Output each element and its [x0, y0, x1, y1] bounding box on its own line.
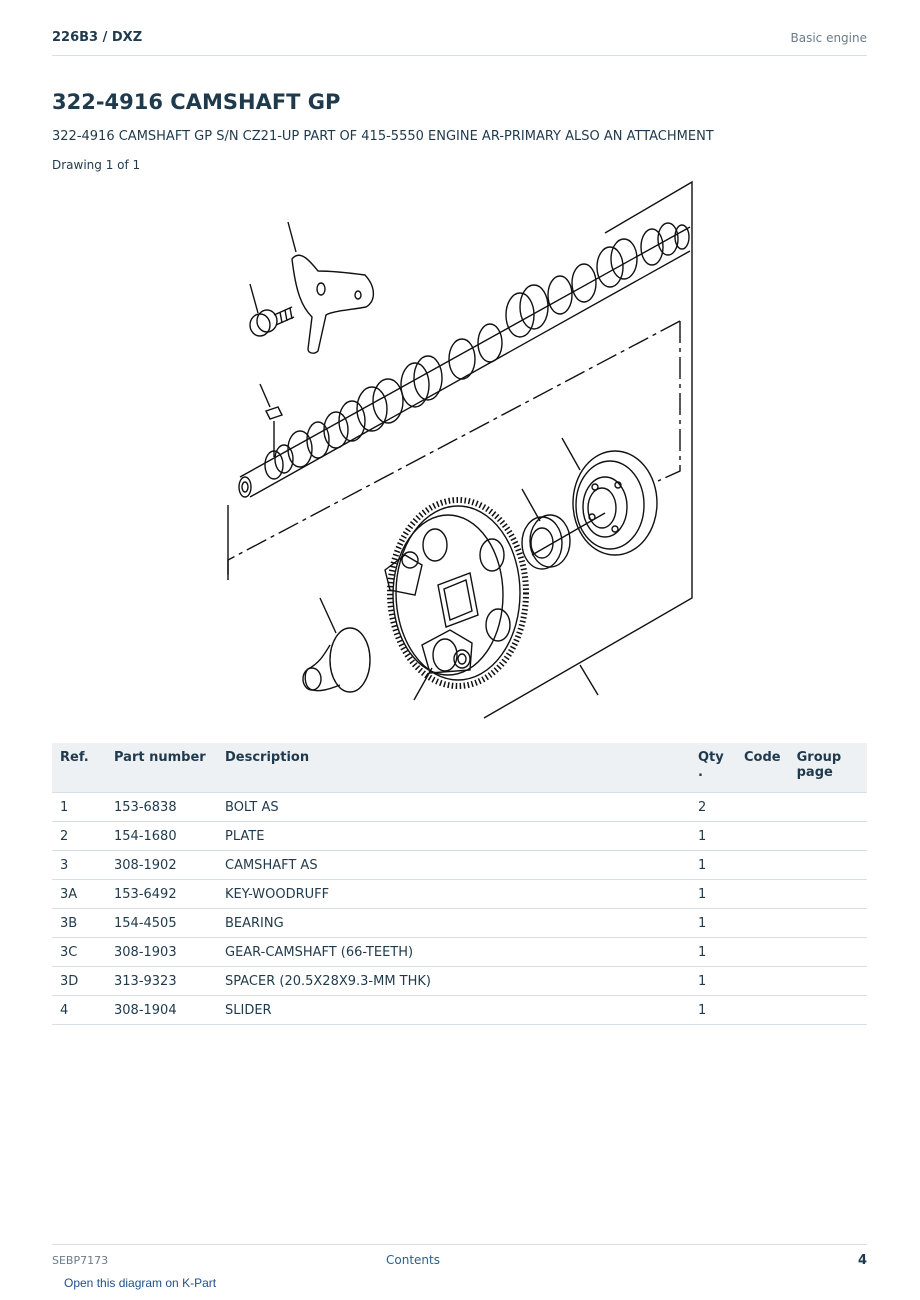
table-row	[52, 967, 867, 996]
cell-code	[736, 851, 789, 880]
drawing-count-label: Drawing 1 of 1	[52, 158, 141, 172]
table-row	[52, 822, 867, 851]
col-header-part-number: Part number	[106, 743, 217, 793]
cell-code	[736, 822, 789, 851]
cell-qty: 1	[690, 967, 736, 996]
cell-ref: 3A	[52, 880, 106, 909]
cell-description: BEARING	[217, 909, 690, 938]
cell-part-number: 308-1902	[106, 851, 217, 880]
cell-ref: 3D	[52, 967, 106, 996]
col-header-group-page: Group page	[789, 743, 867, 793]
cell-description: KEY-WOODRUFF	[217, 880, 690, 909]
col-header-qty: Qty .	[690, 743, 736, 793]
table-row	[52, 880, 867, 909]
table-header-row	[52, 743, 867, 793]
cell-qty: 1	[690, 996, 736, 1025]
cell-qty: 1	[690, 822, 736, 851]
table-row	[52, 938, 867, 967]
contents-link[interactable]: Contents	[386, 1253, 440, 1267]
col-header-ref: Ref.	[52, 743, 106, 793]
cell-group-page	[789, 880, 867, 909]
cell-code	[736, 938, 789, 967]
section-label: Basic engine	[790, 31, 867, 45]
cell-part-number: 154-1680	[106, 822, 217, 851]
cell-part-number: 153-6838	[106, 793, 217, 822]
cell-description: PLATE	[217, 822, 690, 851]
bearing-part	[573, 451, 657, 555]
page-number: 4	[857, 1253, 867, 1268]
cell-part-number: 154-4505	[106, 909, 217, 938]
table-row	[52, 909, 867, 938]
page-subtitle: 322-4916 CAMSHAFT GP S/N CZ21-UP PART OF 415-5550 ENGINE AR-PRIMARY ALSO AN ATTACHMENT	[52, 129, 714, 144]
page-header	[52, 26, 867, 56]
cell-group-page	[789, 967, 867, 996]
cell-code	[736, 996, 789, 1025]
cell-part-number: 313-9323	[106, 967, 217, 996]
table-row	[52, 996, 867, 1025]
cell-description: CAMSHAFT AS	[217, 851, 690, 880]
slider-part	[303, 628, 370, 692]
cell-group-page	[789, 938, 867, 967]
cell-code	[736, 967, 789, 996]
cell-ref: 2	[52, 822, 106, 851]
cell-part-number: 308-1903	[106, 938, 217, 967]
woodruff-key-part	[266, 407, 282, 457]
cell-qty: 1	[690, 851, 736, 880]
cell-group-page	[789, 822, 867, 851]
cell-part-number: 153-6492	[106, 880, 217, 909]
table-row	[52, 793, 867, 822]
model-label: 226B3 / DXZ	[52, 30, 143, 45]
plate-part	[292, 255, 373, 353]
page-title: 322-4916 CAMSHAFT GP	[52, 90, 341, 114]
cell-ref: 3	[52, 851, 106, 880]
cell-ref: 3B	[52, 909, 106, 938]
page-footer	[52, 1244, 867, 1275]
cell-ref: 3C	[52, 938, 106, 967]
document-number: SEBP7173	[52, 1254, 109, 1267]
cell-group-page	[789, 851, 867, 880]
table-row	[52, 851, 867, 880]
cell-qty: 1	[690, 909, 736, 938]
cell-description: BOLT AS	[217, 793, 690, 822]
cell-ref: 4	[52, 996, 106, 1025]
cell-qty: 2	[690, 793, 736, 822]
cell-qty: 1	[690, 938, 736, 967]
kpart-diagram-link[interactable]: Open this diagram on K-Part	[64, 1276, 217, 1290]
cell-qty: 1	[690, 880, 736, 909]
cell-group-page	[789, 909, 867, 938]
camshaft-exploded-diagram	[200, 175, 720, 725]
cell-group-page	[789, 793, 867, 822]
col-header-code: Code	[736, 743, 789, 793]
camshaft-gear-part	[385, 500, 526, 686]
parts-table	[52, 743, 867, 1025]
cell-description: SLIDER	[217, 996, 690, 1025]
bolt-part	[250, 307, 294, 336]
cell-description: GEAR-CAMSHAFT (66-TEETH)	[217, 938, 690, 967]
cell-code	[736, 880, 789, 909]
col-header-description: Description	[217, 743, 690, 793]
cell-code	[736, 793, 789, 822]
cell-code	[736, 909, 789, 938]
spacer-part	[522, 513, 605, 569]
cell-description: SPACER (20.5X28X9.3-MM THK)	[217, 967, 690, 996]
cell-group-page	[789, 996, 867, 1025]
camshaft-part	[239, 223, 690, 497]
cell-ref: 1	[52, 793, 106, 822]
cell-part-number: 308-1904	[106, 996, 217, 1025]
